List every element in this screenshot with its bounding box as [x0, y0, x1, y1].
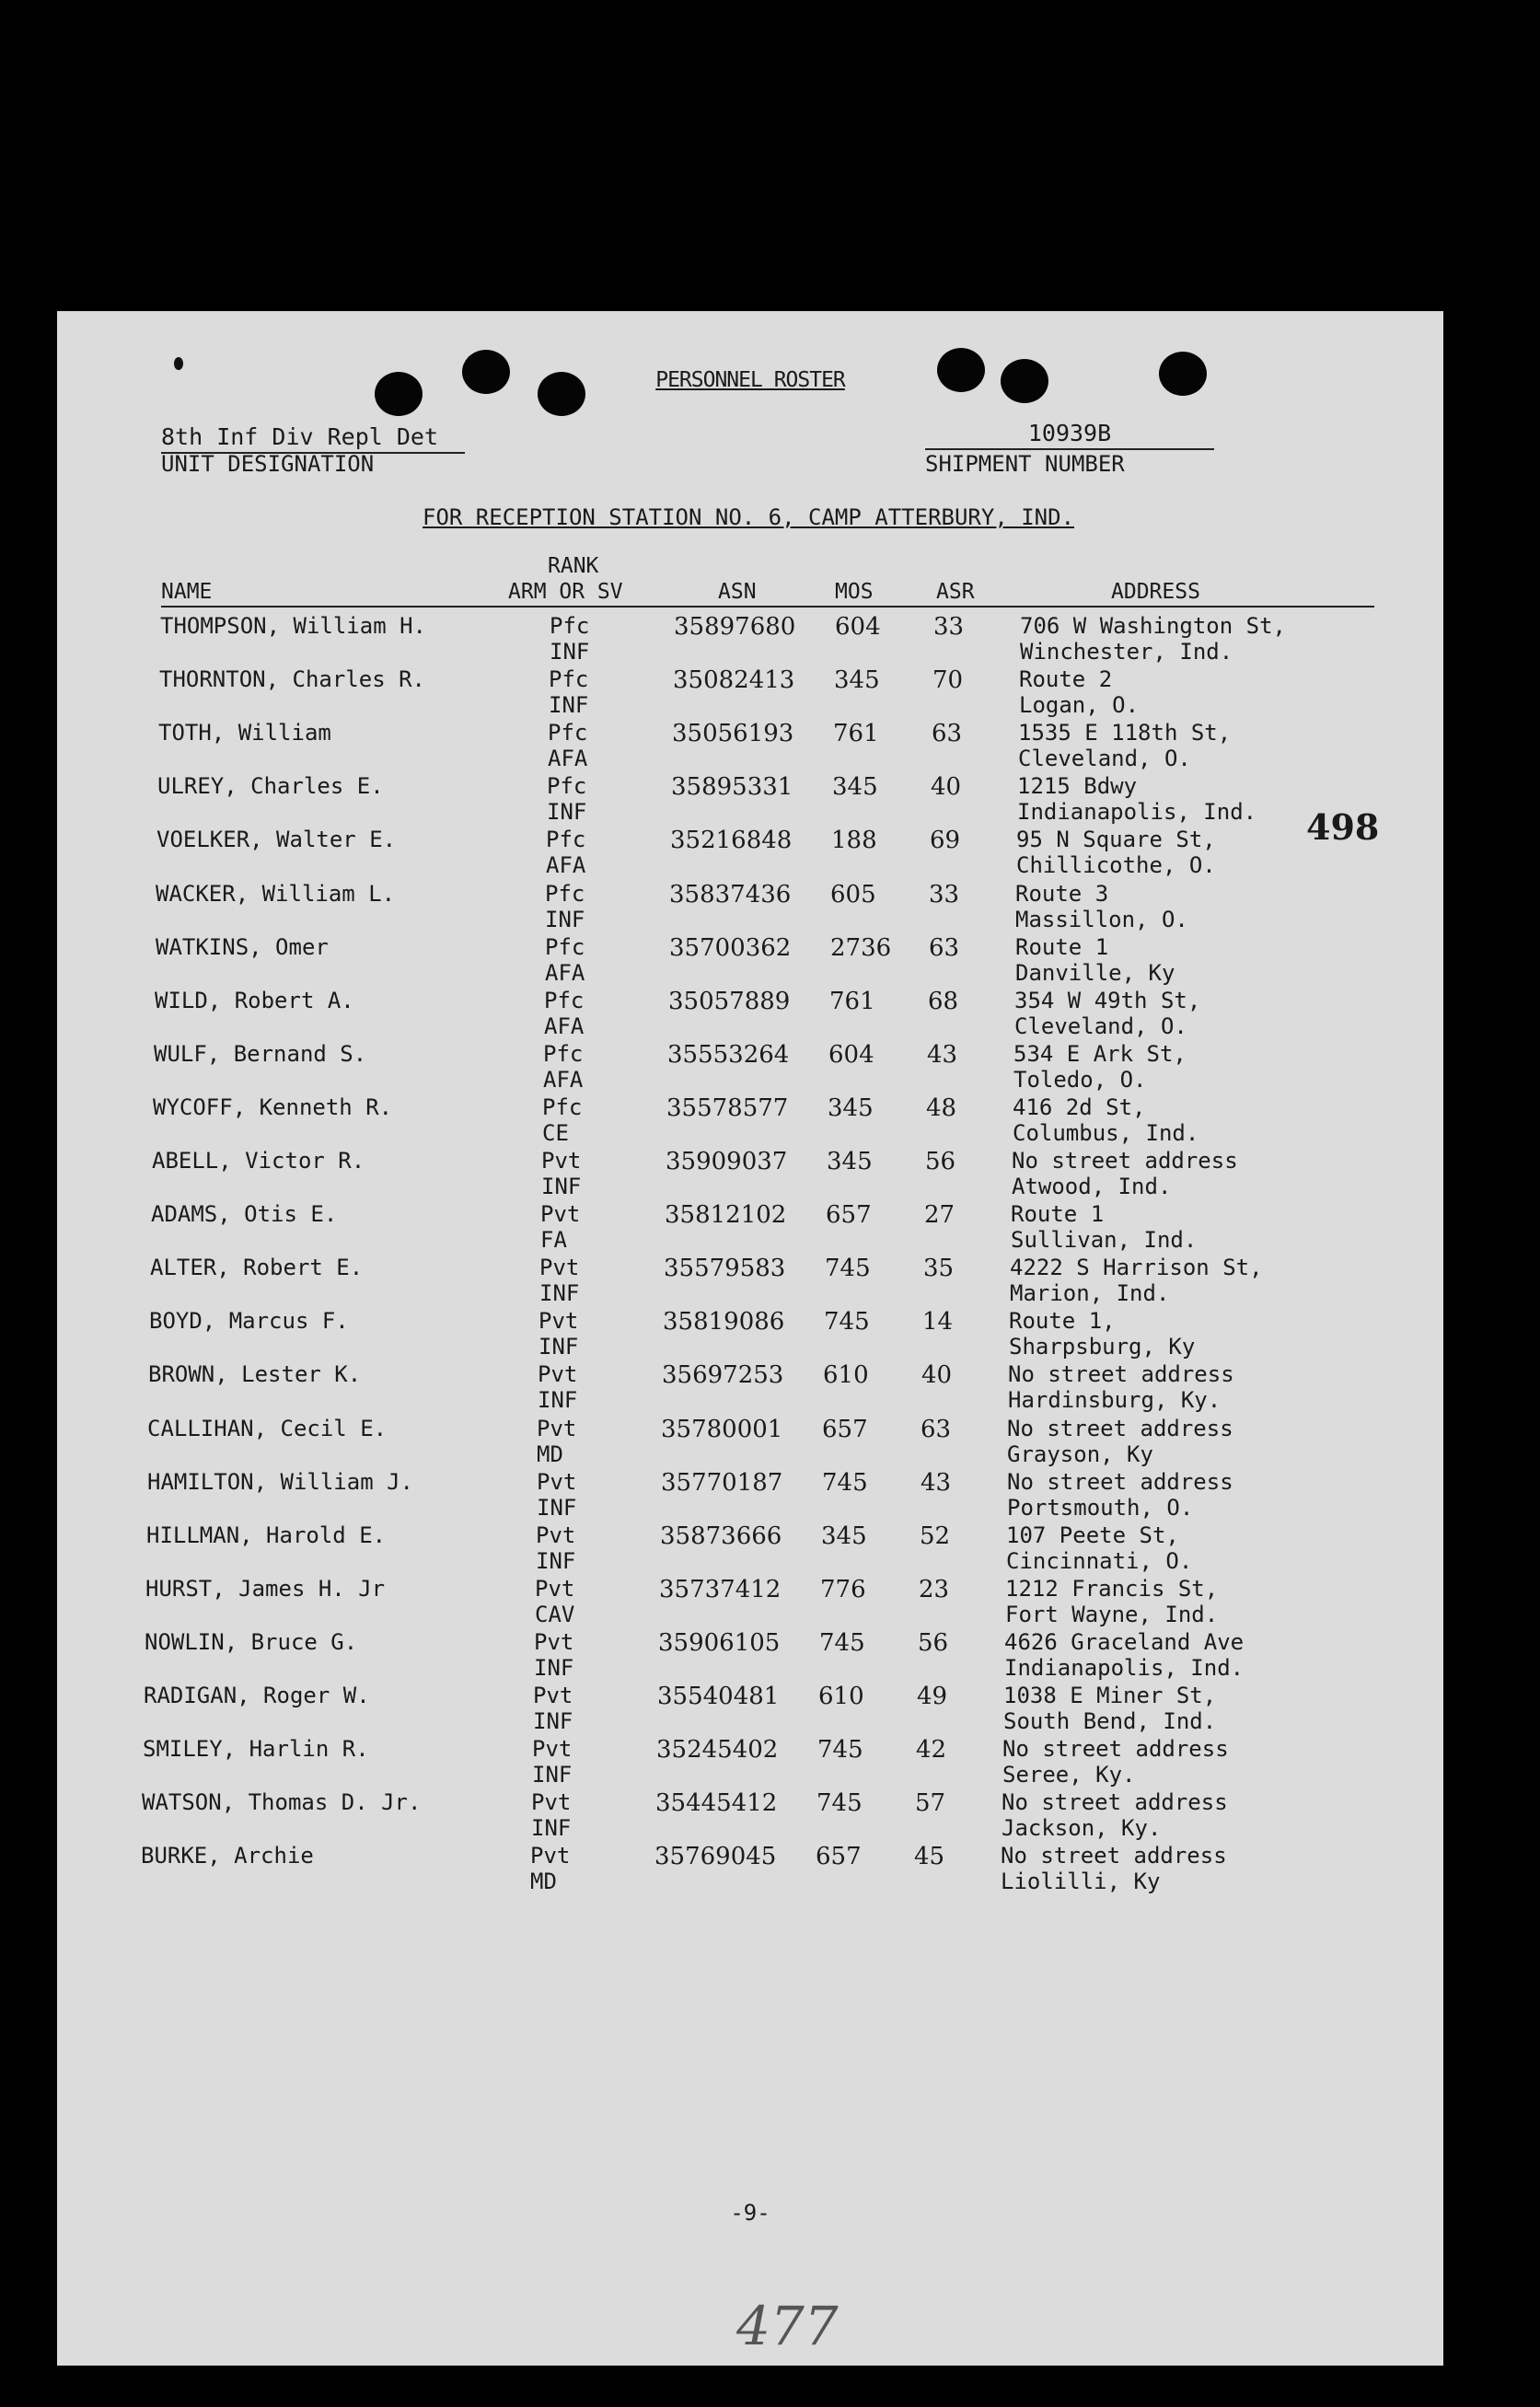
roster-row: [57, 1255, 1443, 1308]
cell-asr: 63: [932, 720, 963, 748]
column-header-asn: ASN: [718, 580, 757, 604]
cell-asr: 40: [931, 773, 962, 802]
cell-address2: South Bend, Ind.: [1003, 1708, 1217, 1734]
cell-name: TOTH, William: [158, 720, 331, 746]
roster-row: [57, 881, 1443, 934]
cell-mos: 188: [831, 827, 877, 855]
cell-asr: 23: [919, 1575, 950, 1603]
cell-mos: 657: [826, 1201, 872, 1230]
cell-mos: 345: [834, 666, 880, 695]
cell-arm: INF: [536, 1547, 576, 1574]
cell-address1: Route 1,: [1009, 1308, 1116, 1335]
cell-mos: 345: [821, 1522, 867, 1550]
cell-address1: No street address: [1012, 1148, 1238, 1174]
cell-rank: Pvt: [530, 1843, 571, 1869]
cell-name: HURST, James H. Jr: [145, 1575, 386, 1602]
cell-asn: 35897680: [674, 613, 796, 641]
roster-row: [57, 720, 1443, 773]
roster-row: [57, 1522, 1443, 1576]
handwritten-number: 477: [736, 2295, 839, 2357]
cell-rank: Pvt: [536, 1522, 576, 1548]
cell-asr: 63: [921, 1415, 952, 1443]
cell-address2: Winchester, Ind.: [1020, 639, 1233, 665]
cell-arm: AFA: [545, 959, 585, 986]
cell-asr: 40: [921, 1361, 953, 1390]
cell-address2: Liolilli, Ky: [1001, 1869, 1161, 1895]
cell-rank: Pvt: [531, 1789, 572, 1816]
cell-rank: Pvt: [537, 1468, 577, 1495]
column-header-address: ADDRESS: [1111, 580, 1200, 604]
cell-name: VOELKER, Walter E.: [156, 827, 397, 853]
cell-asn: 35057889: [668, 987, 791, 1015]
cell-rank: Pfc: [550, 613, 590, 639]
roster-row: [57, 1148, 1443, 1201]
cell-asr: 49: [917, 1683, 948, 1710]
cell-rank: Pfc: [544, 987, 585, 1013]
cell-arm: INF: [531, 1815, 572, 1842]
cell-mos: 745: [825, 1255, 871, 1283]
cell-rank: Pvt: [541, 1148, 582, 1174]
cell-address2: Sharpsburg, Ky: [1009, 1334, 1196, 1360]
cell-rank: Pfc: [549, 666, 589, 693]
cell-mos: 657: [816, 1843, 862, 1871]
cell-address1: 354 W 49th St,: [1014, 987, 1201, 1013]
cell-address2: Jackson, Ky.: [1002, 1815, 1162, 1842]
cell-address1: Route 1: [1015, 933, 1109, 960]
cell-name: THORNTON, Charles R.: [159, 666, 425, 693]
cell-asn: 35769045: [654, 1843, 777, 1871]
cell-asr: 45: [914, 1843, 945, 1871]
cell-address1: No street address: [1008, 1361, 1234, 1388]
cell-asn: 35700362: [669, 933, 792, 962]
cell-address2: Massillon, O.: [1015, 906, 1188, 932]
cell-name: NOWLIN, Bruce G.: [145, 1628, 358, 1655]
cell-rank: Pfc: [542, 1094, 583, 1120]
cell-mos: 745: [816, 1789, 863, 1818]
cell-mos: 345: [832, 773, 878, 802]
roster-row: [57, 988, 1443, 1041]
cell-mos: 761: [833, 720, 879, 748]
cell-address1: Route 3: [1015, 880, 1109, 907]
cell-arm: INF: [547, 799, 587, 826]
column-header-arm: ARM OR SV: [508, 580, 623, 604]
cell-rank: Pfc: [543, 1040, 584, 1067]
cell-rank: Pvt: [540, 1201, 581, 1228]
header-rule: [161, 606, 1374, 608]
cell-asn: 35245402: [656, 1736, 779, 1765]
cell-arm: MD: [530, 1869, 557, 1895]
roster-row: [57, 1843, 1443, 1896]
cell-asn: 35578577: [666, 1094, 789, 1122]
cell-arm: FA: [540, 1227, 567, 1254]
cell-address2: Atwood, Ind.: [1012, 1174, 1172, 1199]
cell-name: ABELL, Victor R.: [152, 1148, 365, 1174]
cell-asr: 43: [921, 1468, 952, 1497]
cell-address1: 534 E Ark St,: [1013, 1040, 1187, 1067]
cell-address2: Marion, Ind.: [1010, 1280, 1170, 1307]
cell-rank: Pvt: [538, 1361, 578, 1388]
cell-address1: 1215 Bdwy: [1017, 773, 1138, 800]
cell-address2: Sullivan, Ind.: [1011, 1227, 1198, 1254]
page-title: PERSONNEL ROSTER: [655, 368, 845, 392]
cell-asr: 33: [929, 880, 960, 908]
cell-mos: 761: [829, 987, 875, 1015]
cell-asr: 56: [918, 1628, 949, 1657]
cell-mos: 605: [830, 880, 876, 908]
cell-arm: INF: [541, 1174, 582, 1199]
cell-asn: 35906105: [658, 1628, 781, 1657]
cell-name: ADAMS, Otis E.: [151, 1201, 338, 1228]
cell-arm: AFA: [546, 852, 586, 879]
cell-asn: 35082413: [673, 666, 795, 695]
cell-asn: 35540481: [657, 1683, 780, 1710]
roster-row: [57, 1201, 1443, 1255]
cell-asn: 35056193: [672, 720, 794, 748]
cell-mos: 745: [822, 1468, 868, 1497]
cell-name: THOMPSON, William H.: [160, 613, 426, 639]
cell-address1: 4222 S Harrison St,: [1010, 1255, 1263, 1281]
cell-asn: 35812102: [665, 1201, 787, 1230]
cell-name: WYCOFF, Kenneth R.: [153, 1094, 393, 1120]
roster-row: [57, 1361, 1443, 1415]
cell-rank: Pvt: [535, 1575, 575, 1602]
roster-row: [57, 1308, 1443, 1361]
column-header-mos: MOS: [835, 580, 874, 604]
cell-asn: 35445412: [655, 1789, 778, 1818]
cell-name: HILLMAN, Harold E.: [146, 1522, 387, 1548]
cell-name: WATSON, Thomas D. Jr.: [142, 1789, 422, 1816]
cell-arm: CAV: [535, 1601, 575, 1627]
cell-address1: 95 N Square St,: [1016, 827, 1216, 853]
unit-designation-value: 8th Inf Div Repl Det: [161, 423, 465, 454]
cell-asn: 35837436: [669, 880, 792, 908]
cell-name: BROWN, Lester K.: [148, 1361, 362, 1388]
cell-arm: INF: [549, 692, 589, 719]
cell-asr: 56: [925, 1148, 956, 1175]
cell-address2: Grayson, Ky: [1007, 1441, 1153, 1467]
cell-arm: AFA: [543, 1066, 584, 1093]
cell-mos: 657: [822, 1415, 868, 1443]
cell-address2: Seree, Ky.: [1002, 1762, 1136, 1788]
cell-address1: Route 1: [1011, 1201, 1105, 1228]
roster-row: [57, 613, 1443, 666]
roster-row: [57, 1469, 1443, 1522]
cell-rank: Pvt: [537, 1415, 577, 1441]
cell-arm: INF: [532, 1762, 573, 1788]
cell-name: RADIGAN, Roger W.: [144, 1683, 370, 1708]
cell-arm: AFA: [544, 1013, 585, 1039]
cell-asn: 35770187: [661, 1468, 783, 1497]
roster-row: [57, 773, 1443, 827]
cell-mos: 745: [817, 1736, 863, 1765]
cell-address2: Chillicothe, O.: [1016, 852, 1216, 879]
cell-arm: CE: [542, 1119, 569, 1146]
cell-name: BOYD, Marcus F.: [149, 1308, 349, 1335]
cell-rank: Pfc: [545, 880, 585, 907]
cell-address1: No street address: [1002, 1789, 1228, 1816]
cell-rank: Pfc: [545, 933, 585, 960]
column-header-rank: RANK: [548, 554, 599, 578]
cell-rank: Pfc: [547, 773, 587, 800]
cell-mos: 610: [818, 1683, 864, 1710]
cell-address2: Columbus, Ind.: [1013, 1119, 1199, 1146]
cell-asn: 35737412: [659, 1575, 782, 1603]
cell-name: HAMILTON, William J.: [147, 1468, 413, 1495]
cell-address2: Toledo, O.: [1013, 1066, 1147, 1093]
cell-address2: Fort Wayne, Ind.: [1005, 1601, 1219, 1627]
cell-address2: Portsmouth, O.: [1007, 1494, 1194, 1521]
roster-row: [57, 1041, 1443, 1094]
cell-address2: Danville, Ky: [1015, 959, 1175, 986]
cell-asn: 35553264: [667, 1040, 790, 1069]
cell-arm: INF: [534, 1654, 574, 1681]
cell-asr: 70: [932, 666, 964, 695]
column-header-asr: ASR: [936, 580, 975, 604]
cell-address1: No street address: [1007, 1468, 1233, 1495]
cell-address2: Cleveland, O.: [1018, 746, 1191, 772]
cell-name: WULF, Bernand S.: [154, 1040, 367, 1067]
roster-row: [57, 1629, 1443, 1683]
cell-address2: Cincinnati, O.: [1006, 1547, 1193, 1574]
cell-asr: 48: [926, 1094, 957, 1122]
cell-address2: Indianapolis, Ind.: [1017, 799, 1257, 826]
cell-mos: 345: [827, 1148, 873, 1175]
cell-rank: Pvt: [533, 1683, 573, 1708]
roster-row: [57, 1576, 1443, 1629]
cell-mos: 604: [835, 613, 881, 641]
cell-mos: 745: [819, 1628, 865, 1657]
cell-address1: No street address: [1001, 1843, 1227, 1869]
cell-asn: 35819086: [663, 1308, 785, 1337]
cell-rank: Pvt: [534, 1628, 574, 1655]
cell-name: WACKER, William L.: [156, 880, 396, 907]
cell-asr: 35: [923, 1255, 955, 1283]
roster-row: [57, 1789, 1443, 1843]
cell-asn: 35909037: [666, 1148, 788, 1175]
cell-address1: 1535 E 118th St,: [1018, 720, 1232, 746]
cell-rank: Pvt: [532, 1736, 573, 1763]
cell-mos: 610: [823, 1361, 869, 1390]
roster-row: [57, 1736, 1443, 1789]
cell-address1: 107 Peete St,: [1006, 1522, 1179, 1548]
roster-row: [57, 1683, 1443, 1736]
stamp-number: 498: [1306, 806, 1380, 848]
cell-arm: MD: [537, 1441, 563, 1467]
cell-rank: Pfc: [548, 720, 588, 746]
cell-asn: 35895331: [671, 773, 793, 802]
cell-name: ULREY, Charles E.: [157, 773, 384, 800]
cell-mos: 345: [828, 1094, 874, 1122]
shipment-number-label: SHIPMENT NUMBER: [925, 451, 1125, 477]
roster-row: [57, 1094, 1443, 1148]
cell-name: BURKE, Archie: [141, 1843, 314, 1869]
cell-asr: 33: [933, 613, 965, 641]
cell-arm: INF: [550, 639, 590, 665]
cell-arm: INF: [545, 906, 585, 932]
cell-arm: INF: [539, 1280, 580, 1307]
cell-asr: 43: [927, 1040, 958, 1069]
cell-address2: Logan, O.: [1019, 692, 1140, 719]
cell-name: WILD, Robert A.: [155, 987, 354, 1013]
cell-asr: 57: [915, 1789, 946, 1818]
roster-row: [57, 827, 1443, 880]
cell-arm: INF: [538, 1387, 578, 1414]
cell-address2: Cleveland, O.: [1014, 1013, 1187, 1039]
cell-asn: 35873666: [660, 1522, 782, 1550]
cell-asr: 68: [928, 987, 959, 1015]
cell-address1: No street address: [1002, 1736, 1229, 1763]
cell-asn: 35697253: [662, 1361, 784, 1390]
cell-name: CALLIHAN, Cecil E.: [147, 1415, 388, 1441]
cell-address2: Indianapolis, Ind.: [1004, 1654, 1245, 1681]
roster-page: [57, 311, 1443, 2366]
cell-asr: 52: [920, 1522, 951, 1550]
reception-station-line: FOR RECEPTION STATION NO. 6, CAMP ATTERBURY, IND.: [423, 504, 1075, 530]
cell-arm: AFA: [548, 746, 588, 772]
cell-mos: 745: [824, 1308, 870, 1337]
cell-address2: Hardinsburg, Ky.: [1008, 1387, 1222, 1414]
page-number: -9-: [730, 2200, 770, 2226]
cell-mos: 2736: [830, 933, 892, 962]
unit-designation-label: UNIT DESIGNATION: [161, 451, 375, 477]
cell-asn: 35216848: [670, 827, 793, 855]
cell-rank: Pfc: [546, 827, 586, 853]
cell-name: ALTER, Robert E.: [150, 1255, 364, 1281]
cell-rank: Pvt: [538, 1308, 579, 1335]
roster-row: [57, 1416, 1443, 1469]
roster-row: [57, 666, 1443, 720]
cell-asr: 42: [916, 1736, 947, 1765]
cell-asn: 35579583: [664, 1255, 786, 1283]
cell-mos: 604: [828, 1040, 874, 1069]
cell-address1: 416 2d St,: [1013, 1094, 1146, 1120]
cell-arm: INF: [533, 1708, 573, 1734]
cell-address1: Route 2: [1019, 666, 1113, 693]
cell-rank: Pvt: [539, 1255, 580, 1281]
column-header-name: NAME: [161, 580, 213, 604]
cell-arm: INF: [537, 1494, 577, 1521]
cell-asr: 63: [929, 933, 960, 962]
roster-row: [57, 934, 1443, 988]
cell-name: SMILEY, Harlin R.: [143, 1736, 369, 1763]
cell-address1: 1212 Francis St,: [1005, 1575, 1219, 1602]
cell-address1: No street address: [1007, 1415, 1233, 1441]
cell-mos: 776: [820, 1575, 866, 1603]
cell-name: WATKINS, Omer: [156, 933, 329, 960]
cell-address1: 4626 Graceland Ave: [1004, 1628, 1245, 1655]
cell-asr: 69: [930, 827, 961, 855]
cell-address1: 1038 E Miner St,: [1003, 1683, 1217, 1708]
cell-asr: 14: [922, 1308, 954, 1337]
shipment-number-value: 10939B: [925, 420, 1214, 450]
cell-arm: INF: [538, 1334, 579, 1360]
cell-asn: 35780001: [661, 1415, 783, 1443]
cell-address1: 706 W Washington St,: [1020, 613, 1286, 639]
cell-asr: 27: [924, 1201, 955, 1230]
